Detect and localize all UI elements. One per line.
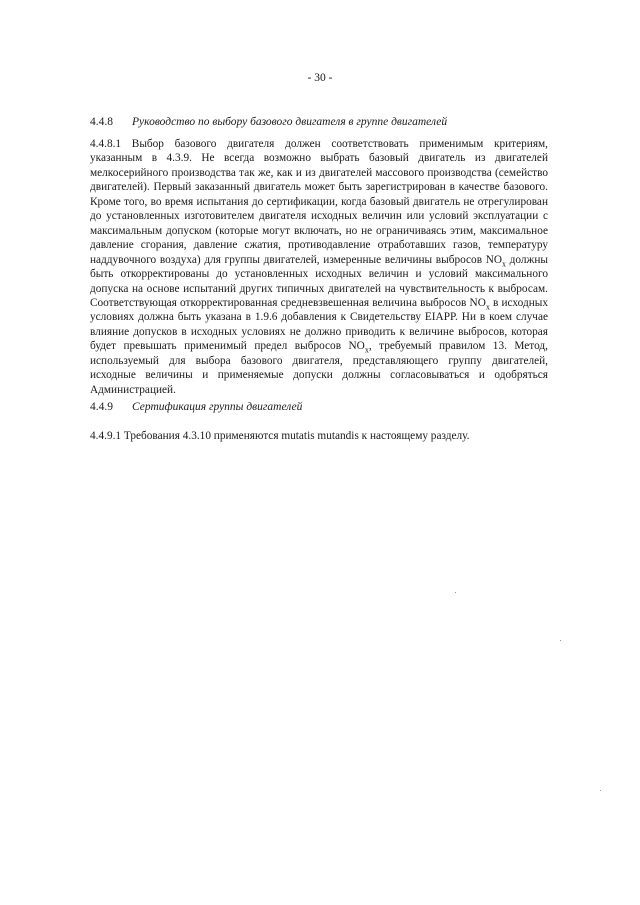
paragraph-4-4-8-1 [90, 137, 548, 397]
scan-speck [455, 592, 456, 593]
section-title: Сертификация группы двигателей [132, 401, 303, 413]
paragraph-line: используемый для выбора базового двигателя, представляющего группу двигателей, [90, 354, 548, 367]
scan-speck [600, 790, 601, 791]
paragraph-line: будет превышать применимый предел выбросов $NO_x$, требуемый правилом 13. Метод, [90, 340, 548, 354]
paragraph-line: давление сгорания, давление сжатия, противодавление отработавших газов, температуру [90, 239, 548, 252]
paragraph-line: исходные величины и применяемые допуски должны согласовываться и одобряться [90, 369, 548, 382]
paragraph-line: Администрацией. [90, 383, 176, 396]
paragraph-line: двигателей). Первый заказанный двигатель может быть зарегистрирован в качестве базового. [90, 181, 548, 194]
section-number: 4.4.9 [90, 401, 113, 413]
paragraph-line: влияние допусков в исходных условиях не должно приводить к величине выбросов, которая [90, 325, 548, 338]
paragraph-line: условиях должна быть указана в 1.9.6 добавления к Свидетельству EIAPP. Ни в коем случае [90, 311, 548, 324]
section-heading-4-4-8 [90, 116, 447, 128]
paragraph-4-4-9-1 [90, 429, 548, 443]
section-heading-4-4-9 [90, 401, 302, 413]
scan-speck [560, 640, 561, 641]
paragraph-line: максимальным допуском (которые могут включать, но не ограничиваясь этим, максимальное [90, 224, 548, 237]
paragraph-line: мелкосерийного производства так же, как и из двигателей массового производства (семейство [90, 166, 548, 179]
paragraph-line: наддувочного воздуха) для группы двигателей, измеренные величины выбросов $NO_x$ должны [90, 253, 548, 268]
paragraph-line: 4.4.8.1 Выбор базового двигателя должен соответствовать применимым критериям, [90, 138, 548, 150]
paragraph-line: Соответствующая откорректированная средневзвешенная величина выбросов $NO_x$ в исходных [90, 296, 548, 311]
paragraph-line: 4.4.9.1 Требования 4.3.10 применяются mutatis mutandis к настоящему разделу. [90, 430, 470, 442]
paragraph-line: до установленных изготовителем двигателя исходных величин или условий эксплуатации с [90, 210, 548, 223]
paragraph-line: указанным в 4.3.9. Не всегда возможно выбрать базовый двигатель из двигателей [90, 152, 548, 165]
page-number: - 30 - [307, 72, 333, 84]
section-title: Руководство по выбору базового двигателя в группе двигателей [132, 116, 448, 128]
paragraph-line: допуска на основе испытаний других типичных двигателей на чувствительность к выбросам. [90, 282, 548, 295]
paragraph-line: Кроме того, во время испытания до сертификации, когда базовый двигатель не отрегулирован [90, 195, 548, 208]
section-number: 4.4.8 [90, 116, 113, 128]
paragraph-line: быть откорректированы до установленных исходных величин и условий максимального [90, 268, 548, 281]
